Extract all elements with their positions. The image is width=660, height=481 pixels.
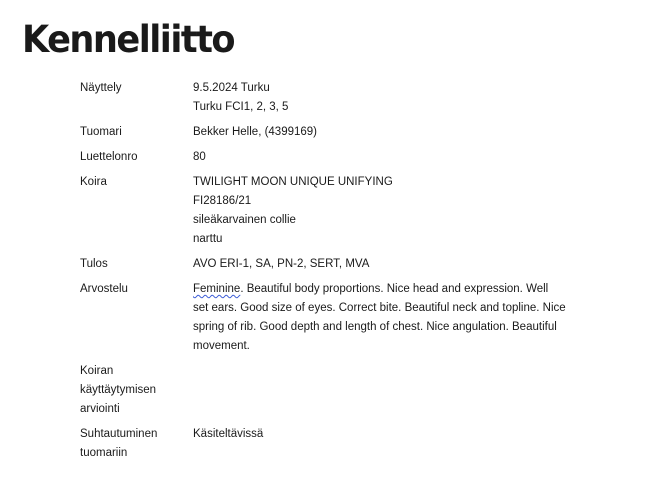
catalog-label: Luettelonro [80, 151, 138, 163]
judge-label: Tuomari [80, 126, 122, 138]
show-report [80, 79, 580, 469]
spellcheck-word[interactable]: Feminine [193, 283, 241, 295]
behavior-label-line-1: Koiran [80, 365, 114, 377]
critique-row [80, 280, 580, 356]
critique-line-3: spring of rib. Good depth and length of chest. Nice angulation. Beautiful [193, 321, 557, 333]
dog-row [80, 173, 580, 249]
behavior-row [80, 362, 580, 419]
attitude-label-line-1: Suhtautuminen [80, 428, 158, 440]
show-row [80, 79, 580, 117]
dog-label: Koira [80, 176, 107, 188]
show-name: Turku FCI1, 2, 3, 5 [193, 101, 289, 113]
attitude-label-line-2: tuomariin [80, 447, 128, 459]
critique-value [193, 280, 580, 356]
dog-breed: sileäkarvainen collie [193, 214, 296, 226]
catalog-value: 80 [193, 151, 206, 163]
critique-line-1-rest: . Beautiful body proportions. Nice head and expression. Well [240, 283, 549, 295]
critique-label: Arvostelu [80, 283, 128, 295]
catalog-row [80, 148, 580, 167]
show-value [193, 79, 580, 117]
critique-line-4: movement. [193, 340, 250, 352]
behavior-label-line-2: käyttäytymisen [80, 384, 157, 396]
result-value: AVO ERI-1, SA, PN-2, SERT, MVA [193, 258, 370, 270]
judge-row [80, 123, 580, 142]
show-date-location: 9.5.2024 Turku [193, 82, 270, 94]
dog-sex: narttu [193, 233, 223, 245]
attitude-row [80, 425, 580, 463]
attitude-value: Käsiteltävissä [193, 428, 264, 440]
judge-value: Bekker Helle, (4399169) [193, 126, 318, 138]
attitude-label [80, 425, 193, 463]
result-row [80, 255, 580, 274]
critique-line-2: set ears. Good size of eyes. Correct bite. Beautiful neck and topline. Nice [193, 302, 566, 314]
dog-value [193, 173, 580, 249]
kennelliitto-logo: Kennelliitto [22, 18, 235, 61]
dog-name: TWILIGHT MOON UNIQUE UNIFYING [193, 176, 393, 188]
show-label: Näyttely [80, 82, 122, 94]
behavior-value [193, 362, 580, 419]
behavior-label [80, 362, 193, 419]
behavior-label-line-3: arviointi [80, 403, 120, 415]
result-label: Tulos [80, 258, 108, 270]
critique-line-1 [193, 280, 580, 299]
dog-registration: FI28186/21 [193, 195, 252, 207]
